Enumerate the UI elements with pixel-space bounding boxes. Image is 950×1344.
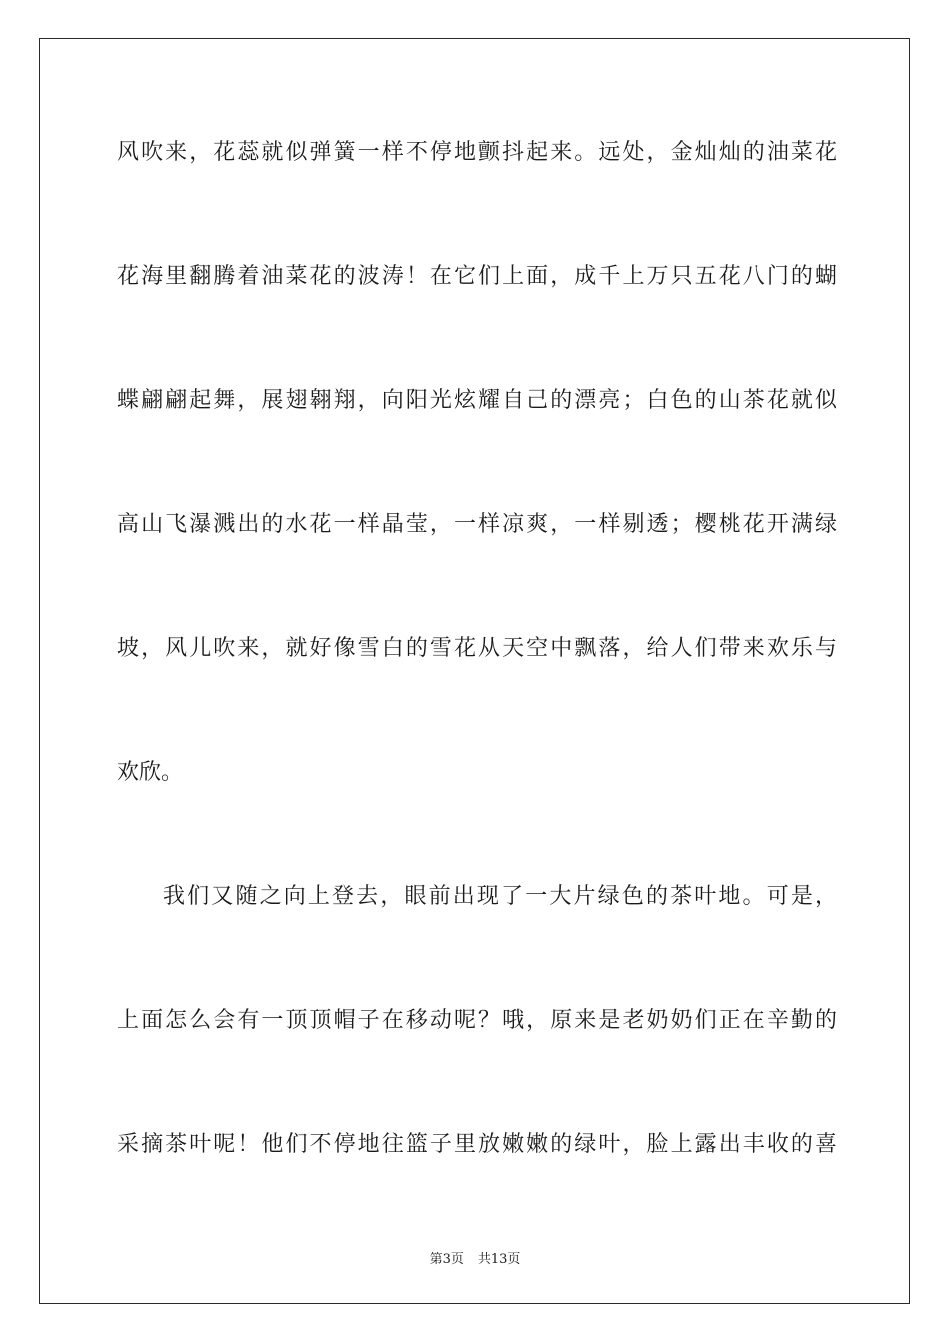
page-footer <box>0 1248 950 1267</box>
paragraph-line-3: 蝶翩翩起舞，展翅翱翔，向阳光炫耀自己的漂亮；白色的山茶花就似 <box>117 388 837 413</box>
paragraph-line-8: 上面怎么会有一顶顶帽子在移动呢？哦，原来是老奶奶们正在辛勤的 <box>117 1008 837 1033</box>
page-number: 第3页 <box>429 1252 464 1267</box>
paragraph-line-4: 高山飞瀑溅出的水花一样晶莹，一样凉爽，一样剔透；樱桃花开满绿 <box>117 512 837 537</box>
page-total: 共13页 <box>477 1252 521 1267</box>
paragraph-line-1: 风吹来，花蕊就似弹簧一样不停地颤抖起来。远处，金灿灿的油菜花 <box>117 140 837 165</box>
paragraph-line-6: 欢欣。 <box>117 760 184 785</box>
paragraph-line-2: 花海里翻腾着油菜花的波涛！在它们上面，成千上万只五花八门的蝴 <box>117 264 837 289</box>
paragraph-line-7: 我们又随之向上登去，眼前出现了一大片绿色的茶叶地。可是， <box>163 884 837 909</box>
paragraph-line-9: 采摘茶叶呢！他们不停地往篮子里放嫩嫩的绿叶，脸上露出丰收的喜 <box>117 1132 837 1157</box>
page-border <box>39 38 910 1304</box>
paragraph-line-5: 坡，风儿吹来，就好像雪白的雪花从天空中飘落，给人们带来欢乐与 <box>117 636 837 661</box>
